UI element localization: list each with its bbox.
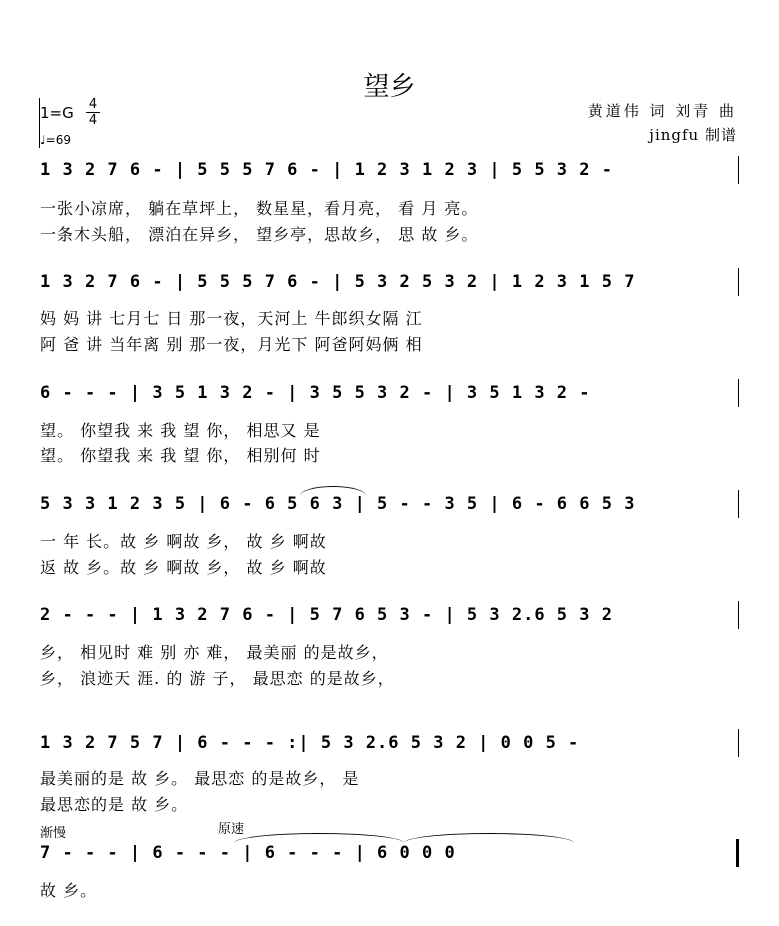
lyric-line-3-verse-2: 望。 你望我 来 我 望 你， 相别何 时	[40, 446, 321, 465]
lyric-line-4-verse-1: 一 年 长。故 乡 啊故 乡， 故 乡 啊故	[40, 532, 327, 551]
lyric-line-3-verse-1: 望。 你望我 来 我 望 你， 相思又 是	[40, 421, 321, 440]
arranger-credit: jingfu 制谱	[649, 126, 737, 144]
barline-end-3	[738, 379, 739, 407]
lyric-line-2-verse-1: 妈 妈 讲 七月七 日 那一夜，天河上 牛郎织女隔 江	[40, 309, 423, 328]
final-barline	[736, 839, 739, 867]
staff-line-7: 7 - - - | 6 - - - | 6 - - - | 6 0 0 0	[40, 843, 456, 863]
slur-mark	[234, 833, 404, 843]
lyric-line-1-verse-1: 一张小凉席， 躺在草坪上， 数星星，看月亮， 看 月 亮。	[40, 199, 479, 218]
key-signature: 1=G	[40, 104, 74, 122]
barline-end-4	[738, 490, 739, 518]
staff-line-4: 5 3 3 1 2 3 5 | 6 - 6 5 6 3 | 5 - - 3 5 | 6 - 6 6 5 3	[40, 494, 636, 514]
a-tempo-marking: 原速	[218, 822, 245, 837]
slur-mark	[300, 486, 366, 496]
barline-end-5	[738, 601, 739, 629]
staff-line-5: 2 - - - | 1 3 2 7 6 - | 5 7 6 5 3 - | 5 3 2.6 5 3 2	[40, 605, 613, 625]
staff-line-3: 6 - - - | 3 5 1 3 2 - | 3 5 5 3 2 - | 3 5 1 3 2 -	[40, 383, 591, 403]
staff-line-1: 1 3 2 7 6 - | 5 5 5 7 6 - | 1 2 3 1 2 3 | 5 5 3 2 -	[40, 160, 613, 180]
lyric-line-4-verse-2: 返 故 乡。故 乡 啊故 乡， 故 乡 啊故	[40, 558, 327, 577]
slur-mark	[404, 833, 574, 843]
lyric-line-6-verse-2: 最思恋的是 故 乡。	[40, 795, 189, 814]
tempo-marking: ♩=69	[40, 133, 71, 147]
stem-line	[39, 98, 40, 148]
barline-end-1	[738, 156, 739, 184]
lyric-line-5-verse-2: 乡， 浪迹天 涯. 的 游 子， 最思恋 的是故乡，	[40, 669, 395, 688]
time-bottom: 4	[88, 113, 98, 128]
lyricist-composer-credit: 黄道伟 词 刘青 曲	[587, 102, 737, 120]
staff-line-6: 1 3 2 7 5 7 | 6 - - - :| 5 3 2.6 5 3 2 | 0 0 5 -	[40, 733, 580, 753]
lyric-line-6-verse-1: 最美丽的是 故 乡。 最思恋 的是故乡， 是	[40, 769, 360, 788]
time-signature	[86, 98, 100, 127]
barline-end-2	[738, 268, 739, 296]
page-title: 望乡	[363, 72, 416, 102]
lyric-line-7-verse-1: 故 乡。	[40, 881, 98, 900]
lyric-line-1-verse-2: 一条木头船， 漂泊在异乡， 望乡亭，思故乡， 思 故 乡。	[40, 225, 479, 244]
time-top: 4	[88, 97, 98, 112]
ritardando-marking: 渐慢	[40, 826, 67, 841]
barline-end-6	[738, 729, 739, 757]
lyric-line-2-verse-2: 阿 爸 讲 当年离 别 那一夜，月光下 阿爸阿妈俩 相	[40, 335, 423, 354]
staff-line-2: 1 3 2 7 6 - | 5 5 5 7 6 - | 5 3 2 5 3 2 | 1 2 3 1 5 7	[40, 272, 636, 292]
lyric-line-5-verse-1: 乡， 相见时 难 别 亦 难， 最美丽 的是故乡，	[40, 643, 389, 662]
